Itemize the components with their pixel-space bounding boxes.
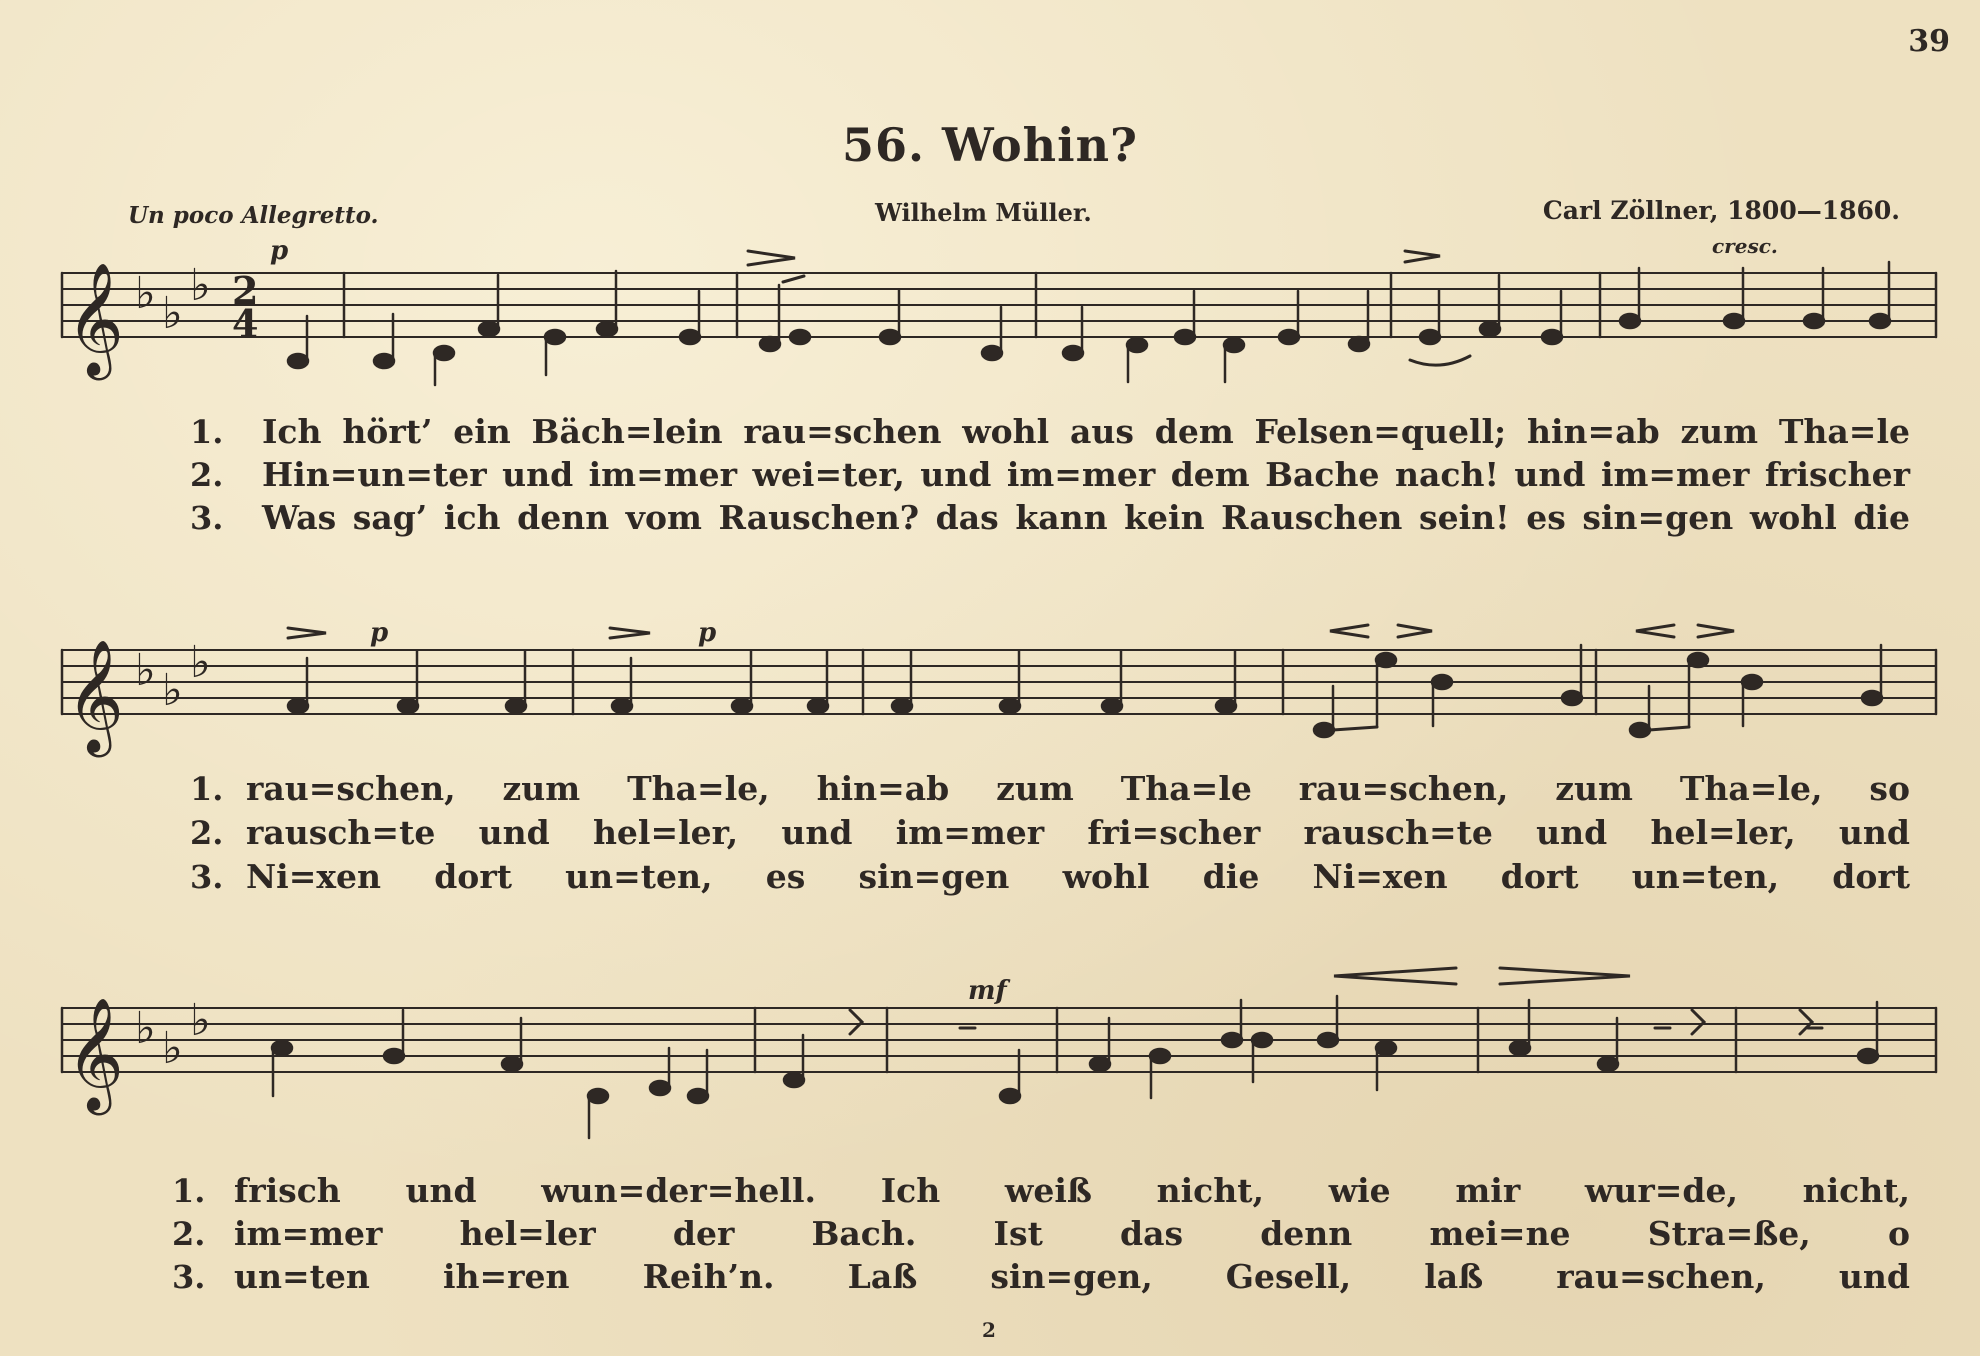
staff-system-1 [62, 251, 1936, 385]
notes-system-3 [272, 996, 1878, 1138]
time-signature: 2 [232, 268, 259, 313]
flat-icon: ♭ [190, 995, 211, 1046]
lyric-line: Was sag’ ich denn vom Rauschen? das kann kein Rauschen sein! es sin=gen wohl die [262, 498, 1910, 537]
flat-icon: ♭ [162, 1023, 183, 1074]
dynamic-p: p [698, 618, 717, 648]
verse-number: 2. [172, 1215, 206, 1253]
dynamic-p: p [370, 618, 389, 648]
flat-icon: ♭ [190, 260, 211, 311]
time-signature: 4 [232, 301, 259, 346]
verse-number: 3. [190, 858, 224, 896]
verse-number: 3. [172, 1258, 206, 1296]
signature-mark: 2 [982, 1318, 996, 1342]
verse-number: 2. [190, 814, 224, 852]
dynamic-cresc: cresc. [1712, 234, 1778, 258]
treble-clef-icon: 𝄞 [66, 997, 124, 1111]
flat-icon: ♭ [135, 1003, 156, 1054]
composer-credit: Carl Zöllner, 1800—1860. [1542, 196, 1900, 225]
treble-clef-icon: 𝄞 [66, 262, 124, 376]
lyric-line: rau=schen, zum Tha=le, hin=ab zum Tha=le rau=schen, zum Tha=le, so [246, 769, 1910, 808]
flat-icon: ♭ [162, 665, 183, 716]
lyric-line: Ich hört’ ein Bäch=lein rau=schen wohl aus dem Felsen=quell; hin=ab zum Tha=le [262, 412, 1910, 451]
dynamic-p: p [270, 236, 289, 266]
lyric-line: un=ten ih=ren Reih’n. Laß sin=gen, Gesell, laß rau=schen, und [234, 1257, 1910, 1296]
verse-number: 2. [190, 456, 224, 494]
verse-number: 1. [190, 770, 224, 808]
page-number: 39 [1908, 24, 1950, 59]
lyric-line: Hin=un=ter und im=mer wei=ter, und im=mer dem Bache nach! und im=mer frischer [262, 455, 1910, 494]
treble-clef-icon: 𝄞 [66, 639, 124, 753]
lyric-line: Ni=xen dort un=ten, es sin=gen wohl die Ni=xen dort un=ten, dort [246, 857, 1910, 896]
verse-number: 1. [190, 413, 224, 451]
notes-system-1 [288, 262, 1890, 385]
lyric-line: rausch=te und hel=ler, und im=mer fri=scher rausch=te und hel=ler, und [246, 813, 1910, 852]
dynamic-mf: mf [968, 976, 1007, 1006]
lyric-line: im=mer hel=ler der Bach. Ist das denn mei=ne Stra=ße, o [234, 1214, 1910, 1253]
notes-system-2 [288, 645, 1882, 737]
staff-system-2 [62, 625, 1936, 758]
poet-credit: Wilhelm Müller. [875, 198, 1092, 227]
flat-icon: ♭ [135, 645, 156, 696]
flat-icon: ♭ [190, 637, 211, 688]
lyric-line: frisch und wun=der=hell. Ich weiß nicht, wie mir wur=de, nicht, [234, 1171, 1910, 1210]
staff-system-3 [62, 968, 1936, 1138]
verse-number: 3. [190, 499, 224, 537]
flat-icon: ♭ [135, 268, 156, 319]
song-title: 56. Wohin? [842, 118, 1138, 172]
tempo-marking: Un poco Allegretto. [128, 202, 379, 229]
verse-number: 1. [172, 1172, 206, 1210]
flat-icon: ♭ [162, 288, 183, 339]
